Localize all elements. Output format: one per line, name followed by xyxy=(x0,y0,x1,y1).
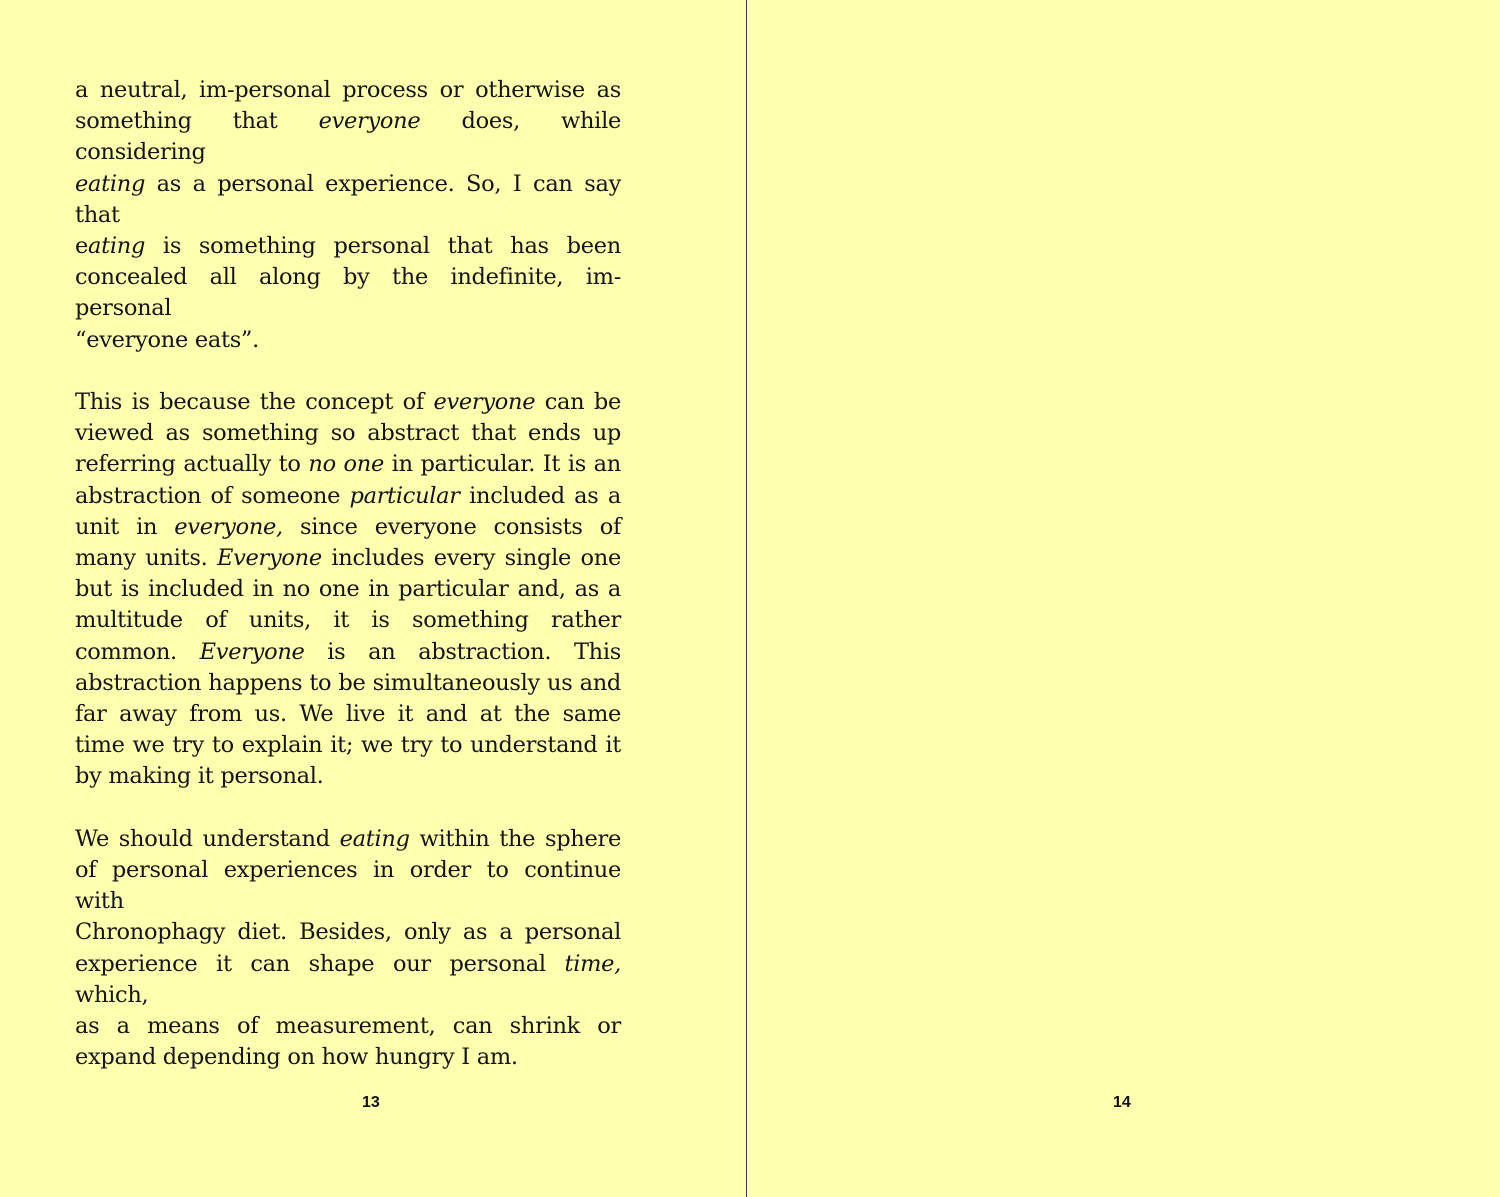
italic-text: Everyone xyxy=(199,638,305,665)
text-line xyxy=(75,231,621,262)
text-line xyxy=(75,730,621,761)
text-run: common. xyxy=(75,638,200,665)
italic-text: time, xyxy=(564,950,621,977)
text-line xyxy=(75,605,621,636)
left-page-body-text xyxy=(75,75,621,1105)
text-run: multitude of units, it is something rather xyxy=(75,607,621,634)
text-line xyxy=(75,1011,621,1042)
text-run: “everyone eats”. xyxy=(75,326,259,353)
text-run: but is included in no one in particular and, as a xyxy=(75,576,621,603)
text-line xyxy=(75,668,621,699)
text-line xyxy=(75,449,621,480)
text-run: a neutral, im-personal process or otherwise as xyxy=(75,77,621,103)
page-number-left: 13 xyxy=(362,1094,380,1111)
page-number-right: 14 xyxy=(1113,1094,1131,1111)
text-line xyxy=(75,574,621,605)
text-line xyxy=(75,169,621,231)
text-line xyxy=(75,824,621,855)
text-run: since everyone consists of xyxy=(282,513,621,540)
text-run: by making it personal. xyxy=(75,763,324,790)
text-run: is something personal that has been xyxy=(145,233,621,260)
text-run: unit in xyxy=(75,513,175,540)
paragraph xyxy=(75,824,621,1074)
italic-text: no one xyxy=(308,451,384,478)
text-run: concealed all along by the indefinite, im-personal xyxy=(75,264,621,322)
text-run: far away from us. We live it and at the same xyxy=(75,701,621,728)
text-line xyxy=(75,1042,621,1073)
text-run: does, while considering xyxy=(75,108,621,166)
text-line xyxy=(75,637,621,668)
text-run: as a means of measurement, can shrink or xyxy=(75,1013,621,1040)
paragraph xyxy=(75,387,621,793)
text-run: many units. xyxy=(75,545,217,572)
text-line xyxy=(75,761,621,792)
text-run: can be xyxy=(535,389,621,416)
text-run: expand depending on how hungry I am. xyxy=(75,1044,518,1071)
italic-text: particular xyxy=(349,482,460,509)
text-run: something that xyxy=(75,108,319,135)
text-run: abstraction happens to be simultaneously us and xyxy=(75,669,621,696)
text-line xyxy=(75,512,621,543)
text-run: viewed as something so abstract that ends up xyxy=(75,420,621,447)
text-run: as a personal experience. So, I can say that xyxy=(75,170,621,228)
text-run: time we try to explain it; we try to understand it xyxy=(75,732,621,759)
italic-text: everyone xyxy=(433,389,536,416)
text-run: We should understand xyxy=(75,825,340,852)
text-line xyxy=(75,75,621,106)
right-page xyxy=(747,0,1500,1197)
text-run: in particular. It is an xyxy=(383,451,621,478)
text-line xyxy=(75,262,621,324)
text-line xyxy=(75,481,621,512)
text-run: referring actually to xyxy=(75,451,309,478)
text-line xyxy=(75,949,621,1011)
text-run: which, xyxy=(75,981,149,1008)
text-run: included as a xyxy=(459,482,621,509)
text-line xyxy=(75,325,621,356)
text-run: of personal experiences in order to continue with xyxy=(75,857,621,915)
text-run: This is because the concept of xyxy=(75,389,434,416)
text-line xyxy=(75,387,621,418)
text-line xyxy=(75,855,621,917)
left-page xyxy=(0,0,746,1197)
italic-text: Everyone xyxy=(216,545,322,572)
text-run: experience it can shape our personal xyxy=(75,950,565,977)
italic-text: eating xyxy=(75,170,146,197)
italic-text: everyone xyxy=(318,108,421,135)
text-run: includes every single one xyxy=(321,545,622,572)
italic-text: everyone, xyxy=(174,513,283,540)
italic-text: eating xyxy=(339,825,410,852)
text-run: Chronophagy diet. Besides, only as a personal xyxy=(75,919,621,946)
text-line xyxy=(75,106,621,168)
text-run: within the sphere xyxy=(409,825,621,852)
text-run: e xyxy=(75,233,89,260)
text-line xyxy=(75,917,621,948)
text-line xyxy=(75,543,621,574)
paragraph xyxy=(75,75,621,356)
text-run: is an abstraction. This xyxy=(304,638,621,665)
text-line xyxy=(75,699,621,730)
italic-text: ating xyxy=(88,233,146,260)
text-line xyxy=(75,418,621,449)
text-run: abstraction of someone xyxy=(75,482,350,509)
